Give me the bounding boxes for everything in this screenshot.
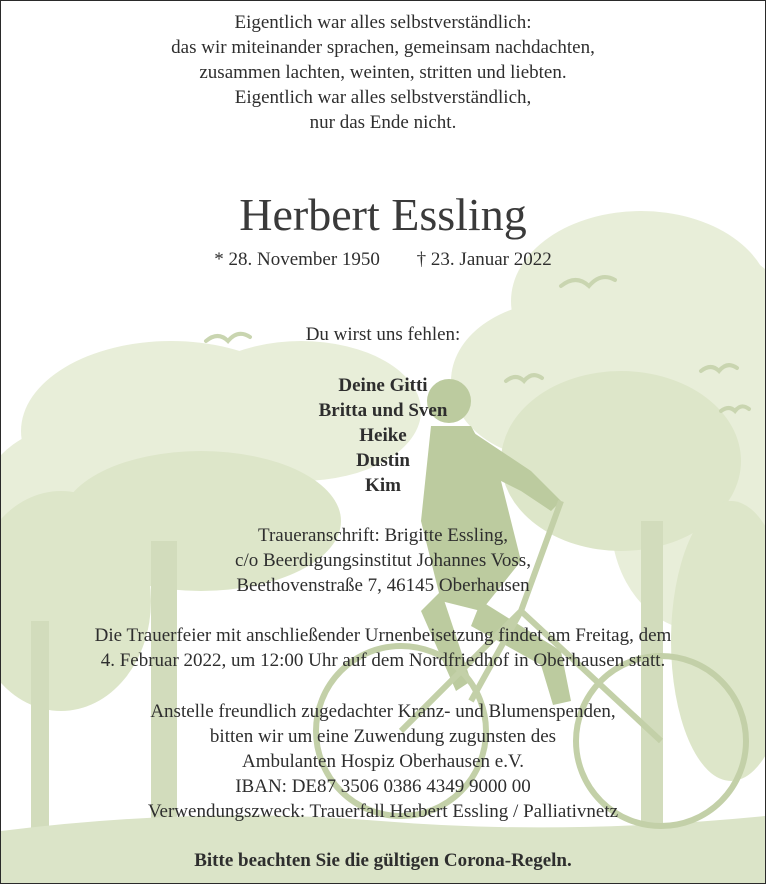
address-line: c/o Beerdigungsinstitut Johannes Voss, — [235, 550, 531, 571]
donation-line: Ambulanten Hospiz Oberhausen e.V. — [242, 751, 524, 772]
mourner-name: Kim — [365, 475, 401, 496]
poem-line: Eigentlich war alles selbstverständlich, — [234, 87, 532, 108]
mourner-name: Deine Gitti — [338, 375, 428, 396]
ceremony-line: Die Trauerfeier mit anschließender Urnenbeisetzung findet am Freitag, dem — [94, 625, 672, 646]
miss-line: Du wirst uns fehlen: — [305, 324, 461, 345]
poem-line: zusammen lachten, weinten, stritten und liebten. — [199, 62, 567, 83]
poem-line: Eigentlich war alles selbstverständlich: — [234, 12, 532, 33]
donation-info — [1, 699, 765, 824]
donation-line: bitten wir um eine Zuwendung zugunsten des — [209, 726, 557, 747]
death-date: † 23. Januar 2022 — [416, 249, 552, 270]
donation-line: Verwendungszweck: Trauerfall Herbert Essling / Palliativnetz — [147, 801, 619, 822]
mourner-name: Heike — [359, 425, 407, 446]
mourner-name: Britta und Sven — [318, 400, 448, 421]
address-line: Beethovenstraße 7, 46145 Oberhausen — [236, 575, 530, 596]
poem — [1, 10, 765, 135]
address-line: Traueranschrift: Brigitte Essling, — [258, 525, 508, 546]
poem-line: das wir miteinander sprachen, gemeinsam nachdachten, — [171, 37, 595, 58]
iban-line: IBAN: DE87 3506 0386 4349 9000 00 — [235, 776, 531, 797]
donation-line: Anstelle freundlich zugedachter Kranz- und Blumenspenden, — [150, 701, 616, 722]
poem-line: nur das Ende nicht. — [309, 112, 457, 133]
ceremony-line: 4. Februar 2022, um 12:00 Uhr auf dem Nordfriedhof in Oberhausen statt. — [100, 650, 666, 671]
mourners-list — [1, 373, 765, 498]
mourning-address — [1, 523, 765, 598]
corona-notice: Bitte beachten Sie die gültigen Corona-Regeln. — [194, 850, 572, 871]
deceased-name: Herbert Essling — [239, 189, 527, 240]
birth-date: * 28. November 1950 — [214, 249, 380, 270]
mourner-name: Dustin — [356, 450, 410, 471]
life-dates — [1, 247, 765, 273]
ceremony-info — [1, 623, 765, 673]
